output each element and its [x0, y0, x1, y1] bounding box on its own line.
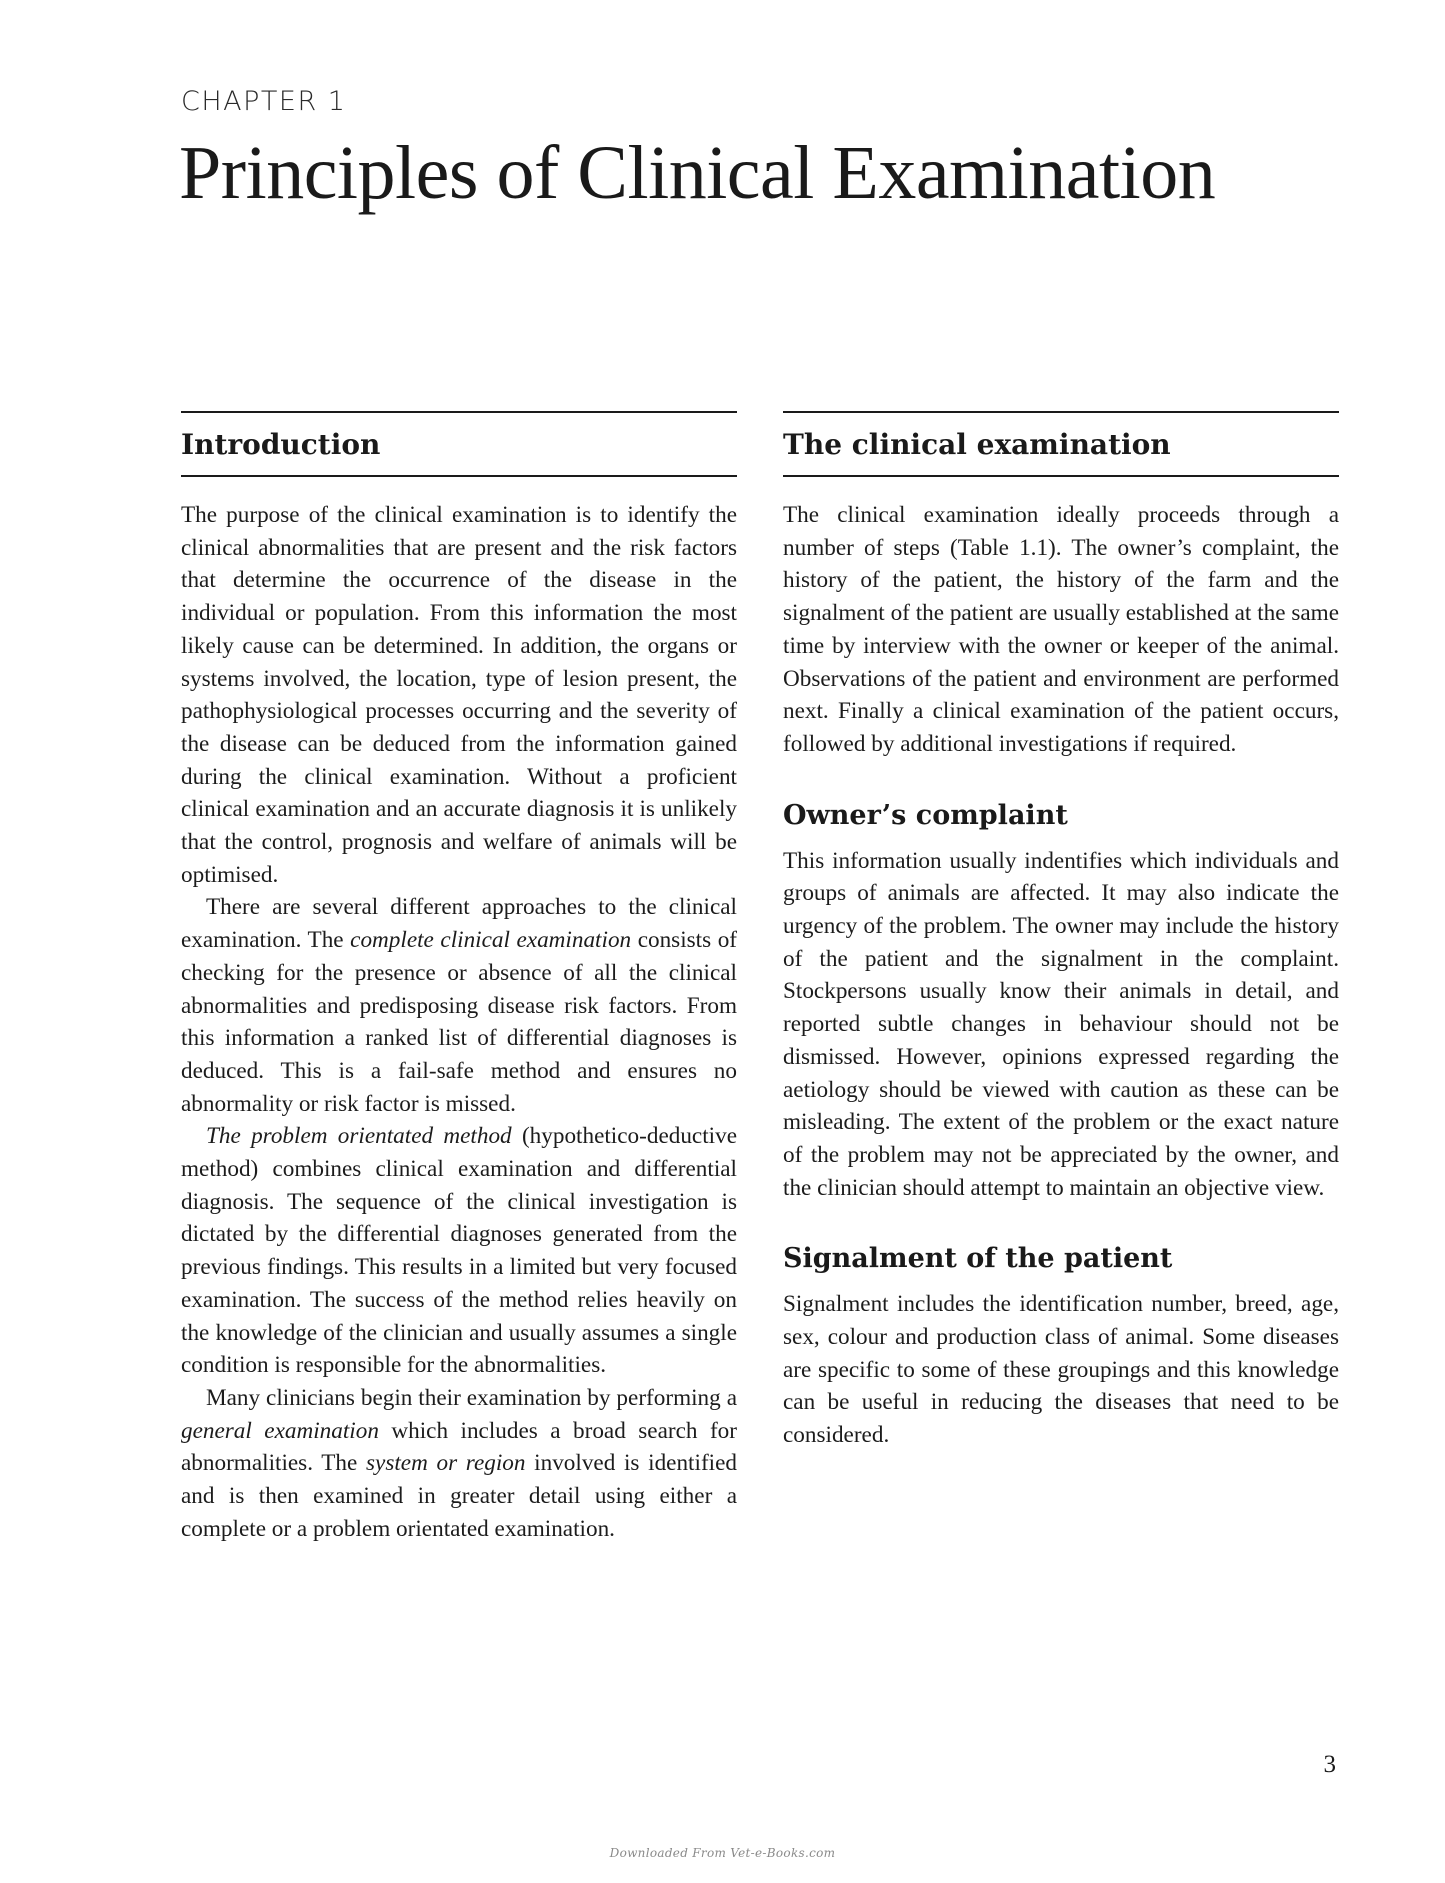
download-watermark: Downloaded From Vet-e-Books.com: [609, 1846, 836, 1860]
emphasis-general-examination: general examination: [181, 1417, 379, 1444]
subheading-owners-complaint: Owner’s complaint: [783, 799, 1068, 831]
paragraph-text: consists of checking for the presence or absence of all the clinical abnormalities and predisposing disease risk factors. From this information a ranked list of differential diagnoses is deduced. This is a fail-safe method and ensures no abnormality or risk factor is missed.: [181, 927, 738, 1117]
chapter-title: Principles of Clinical Examination: [179, 131, 1216, 215]
emphasis-complete-clinical-examination: complete clinical examination: [350, 927, 632, 954]
intro-paragraph-4: [181, 1382, 737, 1546]
heading-bottom-rule: [181, 475, 737, 477]
right-column: [783, 411, 1339, 1452]
section-heading-introduction: Introduction: [181, 428, 381, 461]
paragraph-text: There are several different approaches to the clinical examination. The: [181, 894, 737, 954]
chapter-label: CHAPTER 1: [181, 86, 347, 117]
subheading-signalment: Signalment of the patient: [783, 1243, 1173, 1275]
paragraph-text: Many clinicians begin their examination by performing a: [206, 1384, 737, 1411]
left-column: [181, 411, 737, 1546]
emphasis-problem-orientated-method: The problem orientated method: [206, 1123, 512, 1150]
paragraph-text: which includes a broad search for abnormalities. The: [181, 1417, 737, 1477]
emphasis-system-or-region: system or region: [366, 1450, 526, 1477]
section-heading-clinical-examination: The clinical examination: [783, 428, 1171, 461]
paragraph-text: involved is identified and is then examined in greater detail using either a complete or a problem orientated examination.: [181, 1450, 737, 1542]
clinical-examination-paragraph: The clinical examination ideally proceeds through a number of steps (Table 1.1). The owner’s complaint, the history of the patient, the history of the farm and the signalment of the patient are usually established at the same time by interview with the owner or keeper of the animal. Observations of the patient and environment are performed next. Finally a clinical examination of the patient occurs, followed by additional investigations if required.: [783, 502, 1339, 757]
owners-complaint-paragraph: This information usually indentifies which individuals and groups of animals are affected. It may also indicate the urgency of the problem. The owner may include the history of the patient and the signalment in the complaint. Stockpersons usually know their animals in detail, and reported subtle changes in behaviour should not be dismissed. However, opinions expressed regarding the aetiology should be viewed with caution as these can be misleading. The extent of the problem or the exact nature of the problem may not be appreciated by the owner, and the clinician should attempt to maintain an objective view.: [783, 847, 1339, 1201]
intro-paragraph-3: [181, 1120, 737, 1382]
paragraph-text: (hypothetico-deductive method) combines clinical examination and differential diagnosis. The sequence of the clinical investigation is dictated by the differential diagnoses generated from the previous findings. This results in a limited but very focused examination. The success of the method relies heavily on the knowledge of the clinician and usually assumes a single condition is responsible for the abnormalities.: [181, 1123, 737, 1379]
intro-paragraph-2: [181, 891, 737, 1120]
signalment-paragraph: Signalment includes the identification number, breed, age, sex, colour and production class of animal. Some diseases are specific to some of these groupings and this knowledge can be useful in reducing the diseases that need to be considered.: [783, 1291, 1339, 1449]
page-number: 3: [1323, 1751, 1336, 1778]
heading-bottom-rule: [783, 475, 1339, 477]
intro-paragraph-1: The purpose of the clinical examination is to identify the clinical abnormalities that are present and the risk factors that determine the occurrence of the disease in the individual or population. From this information the most likely cause can be determined. In addition, the organs or systems involved, the location, type of lesion present, the pathophysiological processes occurring and the severity of the disease can be deduced from the information gained during the clinical examination. Without a proficient clinical examination and an accurate diagnosis it is unlikely that the control, prognosis and welfare of animals will be optimised.: [181, 502, 737, 888]
